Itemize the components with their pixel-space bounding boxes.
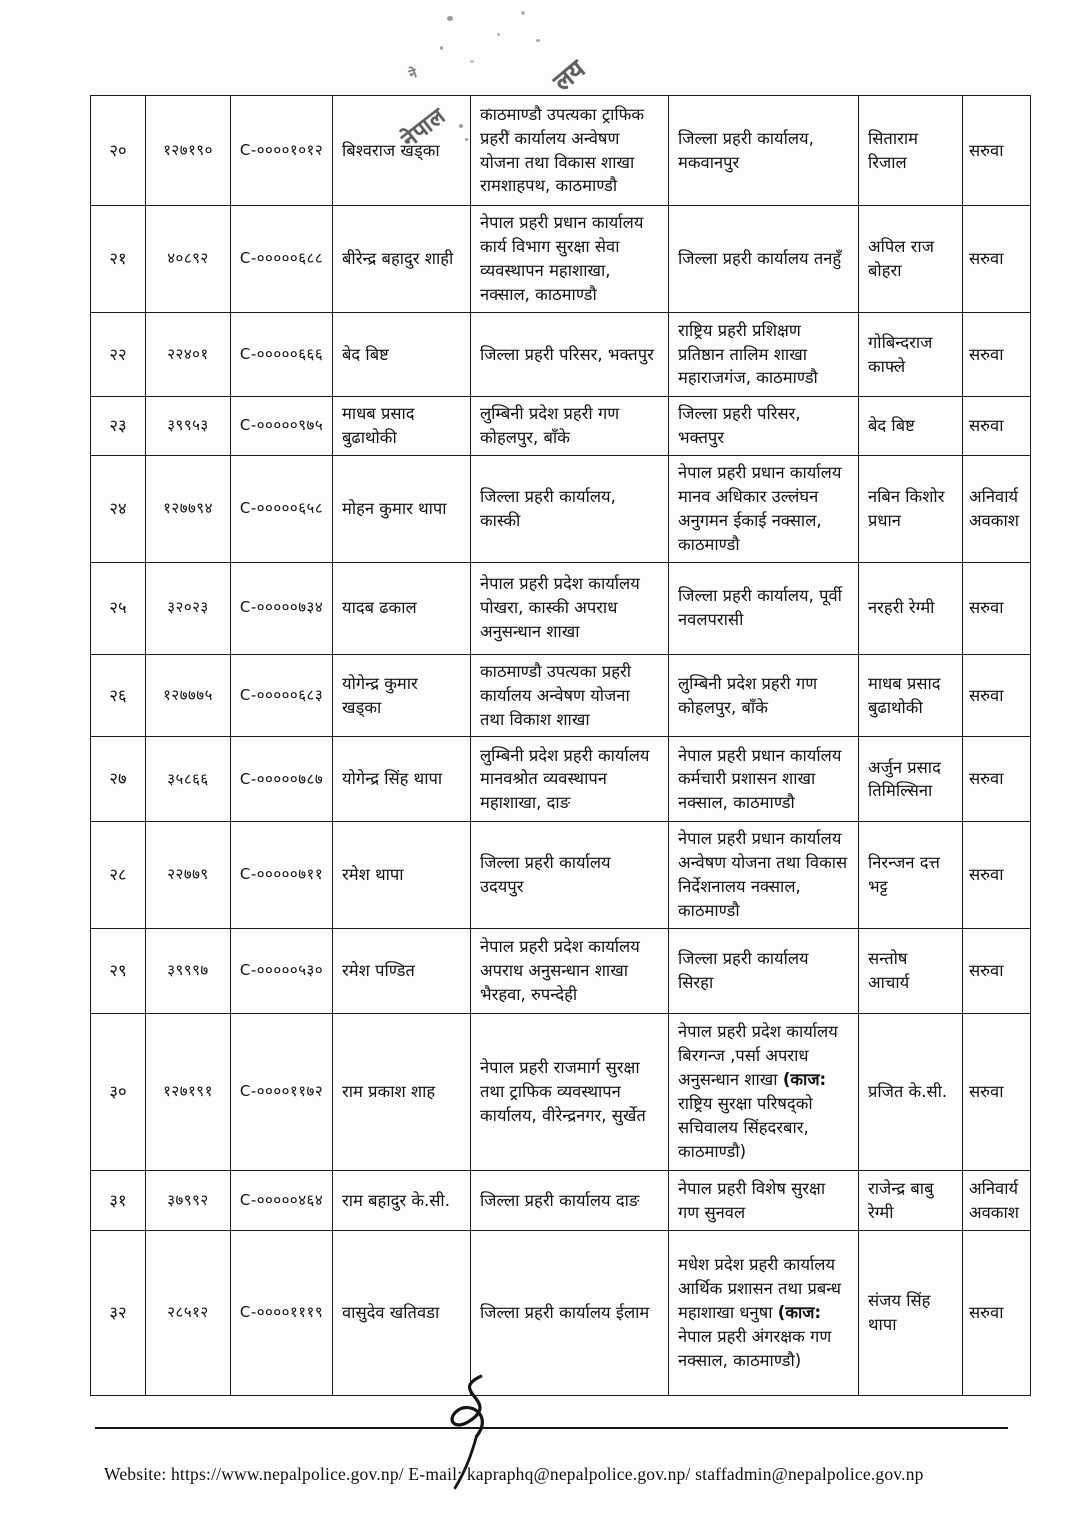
replacement-cell: निरन्जन दत्त भट्ट	[859, 822, 963, 929]
status-cell: सरुवा	[963, 1231, 1031, 1396]
name-cell: बिश्वराज खड्का	[333, 96, 471, 206]
code-cell: C-०००००४६४	[231, 1171, 333, 1231]
footer-contact-text: Website: https://www.nepalpolice.gov.np/ E-mail: kapraphq@nepalpolice.gov.np/ staffadmin@nepalpolice.gov.np	[104, 1464, 924, 1484]
status-cell: सरुवा	[963, 206, 1031, 313]
replacement-cell: संजय सिंह थापा	[859, 1231, 963, 1396]
sn-cell: ३२	[91, 1231, 146, 1396]
status-cell: सरुवा	[963, 654, 1031, 737]
from-office-cell: लुम्बिनी प्रदेश प्रहरी गण कोहलपुर, बाँके	[471, 397, 669, 456]
to-office-cell	[669, 1014, 859, 1171]
kaaj-note-label: (काज:	[782, 1070, 827, 1090]
status-cell: सरुवा	[963, 96, 1031, 206]
from-office-cell: नेपाल प्रहरी प्रधान कार्यालय कार्य विभाग सुरक्षा सेवा व्यवस्थापन महाशाखा, नक्साल, काठमाण्डौ	[471, 206, 669, 313]
replacement-cell: प्रजित के.सी.	[859, 1014, 963, 1171]
table-row	[91, 737, 1031, 822]
sn-cell: २८	[91, 822, 146, 929]
to-office-cell: जिल्ला प्रहरी कार्यालय सिरहा	[669, 929, 859, 1014]
code-cell: C-००००११७२	[231, 1014, 333, 1171]
status-cell: सरुवा	[963, 1014, 1031, 1171]
code-cell: C-०००००६६६	[231, 313, 333, 397]
stamp-fragment-small: ने	[407, 66, 419, 83]
status-cell: सरुवा	[963, 397, 1031, 456]
emp-no-cell: ४०८९२	[146, 206, 231, 313]
kaaj-note-text: नेपाल प्रहरी अंगरक्षक गण नक्साल, काठमाण्डौ)	[678, 1327, 832, 1371]
from-office-cell: नेपाल प्रहरी राजमार्ग सुरक्षा तथा ट्राफिक व्यवस्थापन कार्यालय, वीरेन्द्रनगर, सुर्खेत	[471, 1014, 669, 1171]
table-row	[91, 562, 1031, 654]
from-office-cell: नेपाल प्रहरी प्रदेश कार्यालय पोखरा, कास्की अपराध अनुसन्धान शाखा	[471, 562, 669, 654]
table-row	[91, 1171, 1031, 1231]
status-cell: सरुवा	[963, 737, 1031, 822]
emp-no-cell: २२७७९	[146, 822, 231, 929]
name-cell: बेद बिष्ट	[333, 313, 471, 397]
sn-cell: २१	[91, 206, 146, 313]
sn-cell: २५	[91, 562, 146, 654]
table-row	[91, 397, 1031, 456]
from-office-cell: जिल्ला प्रहरी कार्यालय दाङ	[471, 1171, 669, 1231]
emp-no-cell: ३९९९७	[146, 929, 231, 1014]
to-office-text: नेपाल प्रहरी प्रदेश कार्यालय बिरगन्ज ,पर्सा अपराध अनुसन्धान शाखा	[678, 1022, 838, 1090]
name-cell: योगेन्द्र कुमार खड्का	[333, 654, 471, 737]
to-office-cell: नेपाल प्रहरी प्रधान कार्यालय अन्वेषण योजना तथा विकास निर्देशनालय नक्साल, काठमाण्डौ	[669, 822, 859, 929]
from-office-cell: नेपाल प्रहरी प्रदेश कार्यालय अपराध अनुसन्धान शाखा भैरहवा, रुपन्देही	[471, 929, 669, 1014]
emp-no-cell: ३९९५३	[146, 397, 231, 456]
table-row	[91, 206, 1031, 313]
from-office-cell: काठमाण्डौ उपत्यका ट्राफिक प्रहरी कार्यालय अन्वेषण योजना तथा विकास शाखा रामशाहपथ, काठमाण्डौ	[471, 96, 669, 206]
code-cell: C-०००००६८३	[231, 654, 333, 737]
name-cell: रमेश पण्डित	[333, 929, 471, 1014]
replacement-cell: बेद बिष्ट	[859, 397, 963, 456]
ink-speckle	[521, 11, 525, 15]
table-row	[91, 1014, 1031, 1171]
to-office-cell: जिल्ला प्रहरी कार्यालय, मकवानपुर	[669, 96, 859, 206]
code-cell: C-०००००५३०	[231, 929, 333, 1014]
footer-divider	[95, 1427, 1008, 1429]
replacement-cell: नरहरी रेग्मी	[859, 562, 963, 654]
status-cell: अनिवार्य अवकाश	[963, 456, 1031, 563]
to-office-cell: नेपाल प्रहरी प्रधान कार्यालय मानव अधिकार उल्लंघन अनुगमन ईकाई नक्साल, काठमाण्डौ	[669, 456, 859, 563]
name-cell: रमेश थापा	[333, 822, 471, 929]
to-office-cell: राष्ट्रिय प्रहरी प्रशिक्षण प्रतिष्ठान तालिम शाखा महाराजगंज, काठमाण्डौ	[669, 313, 859, 397]
emp-no-cell: ३५८६६	[146, 737, 231, 822]
name-cell: राम बहादुर के.सी.	[333, 1171, 471, 1231]
to-office-cell: नेपाल प्रहरी विशेष सुरक्षा गण सुनवल	[669, 1171, 859, 1231]
table-row	[91, 456, 1031, 563]
from-office-cell: जिल्ला प्रहरी कार्यालय, कास्की	[471, 456, 669, 563]
to-office-cell	[669, 1231, 859, 1396]
code-cell: C-००००१११९	[231, 1231, 333, 1396]
ink-speckle	[447, 16, 453, 21]
to-office-cell: जिल्ला प्रहरी कार्यालय, पूर्वी नवलपरासी	[669, 562, 859, 654]
replacement-cell: नबिन किशोर प्रधान	[859, 456, 963, 563]
to-office-cell: जिल्ला प्रहरी परिसर, भक्तपुर	[669, 397, 859, 456]
ink-speckle	[536, 39, 540, 42]
ink-speckle	[497, 33, 500, 36]
sn-cell: २०	[91, 96, 146, 206]
police-transfer-table	[90, 95, 1031, 1396]
status-cell: सरुवा	[963, 929, 1031, 1014]
from-office-cell: लुम्बिनी प्रदेश प्रहरी कार्यालय मानवश्रोत व्यवस्थापन महाशाखा, दाङ	[471, 737, 669, 822]
emp-no-cell: १२७७९४	[146, 456, 231, 563]
from-office-cell: जिल्ला प्रहरी कार्यालय उदयपुर	[471, 822, 669, 929]
kaaj-note-label: (काज:	[777, 1303, 822, 1323]
from-office-cell: जिल्ला प्रहरी कार्यालय ईलाम	[471, 1231, 669, 1396]
name-cell: मोहन कुमार थापा	[333, 456, 471, 563]
stamp-fragment-nepal: नेपाल	[397, 103, 451, 153]
emp-no-cell: २२४०१	[146, 313, 231, 397]
sn-cell: २४	[91, 456, 146, 563]
emp-no-cell: ३७९९२	[146, 1171, 231, 1231]
sn-cell: २७	[91, 737, 146, 822]
sn-cell: ३१	[91, 1171, 146, 1231]
table-row	[91, 313, 1031, 397]
emp-no-cell: २८५१२	[146, 1231, 231, 1396]
status-cell: सरुवा	[963, 822, 1031, 929]
replacement-cell: सन्तोष आचार्य	[859, 929, 963, 1014]
code-cell: C-०००००७३४	[231, 562, 333, 654]
table-row	[91, 929, 1031, 1014]
status-cell: सरुवा	[963, 313, 1031, 397]
replacement-cell: राजेन्द्र बाबु रेग्मी	[859, 1171, 963, 1231]
emp-no-cell: १२७१९१	[146, 1014, 231, 1171]
sn-cell: ३०	[91, 1014, 146, 1171]
code-cell: C-०००००९७५	[231, 397, 333, 456]
stamp-fragment-office: लय	[547, 54, 591, 97]
sn-cell: २३	[91, 397, 146, 456]
ink-speckle	[470, 60, 474, 63]
name-cell: यादब ढकाल	[333, 562, 471, 654]
code-cell: C-००००१०१२	[231, 96, 333, 206]
name-cell: वासुदेव खतिवडा	[333, 1231, 471, 1396]
name-cell: बीरेन्द्र बहादुर शाही	[333, 206, 471, 313]
replacement-cell: गोबिन्दराज काफ्ले	[859, 313, 963, 397]
name-cell: योगेन्द्र सिंह थापा	[333, 737, 471, 822]
code-cell: C-०००००६८८	[231, 206, 333, 313]
table-row	[91, 1231, 1031, 1396]
name-cell: माधब प्रसाद बुढाथोकी	[333, 397, 471, 456]
status-cell: सरुवा	[963, 562, 1031, 654]
table-row	[91, 654, 1031, 737]
table-row	[91, 822, 1031, 929]
from-office-cell: जिल्ला प्रहरी परिसर, भक्तपुर	[471, 313, 669, 397]
to-office-cell: नेपाल प्रहरी प्रधान कार्यालय कर्मचारी प्रशासन शाखा नक्साल, काठमाण्डौ	[669, 737, 859, 822]
sn-cell: २९	[91, 929, 146, 1014]
replacement-cell: अर्जुन प्रसाद तिमिल्सिना	[859, 737, 963, 822]
to-office-text: मधेश प्रदेश प्रहरी कार्यालय आर्थिक प्रशासन तथा प्रबन्ध महाशाखा धनुषा	[678, 1255, 842, 1323]
to-office-cell: लुम्बिनी प्रदेश प्रहरी गण कोहलपुर, बाँके	[669, 654, 859, 737]
sn-cell: २६	[91, 654, 146, 737]
replacement-cell: सिताराम रिजाल	[859, 96, 963, 206]
code-cell: C-०००००७८७	[231, 737, 333, 822]
emp-no-cell: १२७१९०	[146, 96, 231, 206]
emp-no-cell: ३२०२३	[146, 562, 231, 654]
emp-no-cell: १२७७७५	[146, 654, 231, 737]
ink-speckle	[440, 46, 443, 50]
sn-cell: २२	[91, 313, 146, 397]
to-office-cell: जिल्ला प्रहरी कार्यालय तनहुँ	[669, 206, 859, 313]
code-cell: C-०००००६५८	[231, 456, 333, 563]
code-cell: C-०००००७११	[231, 822, 333, 929]
replacement-cell: अपिल राज बोहरा	[859, 206, 963, 313]
from-office-cell: काठमाण्डौ उपत्यका प्रहरी कार्यालय अन्वेषण योजना तथा विकाश शाखा	[471, 654, 669, 737]
name-cell: राम प्रकाश शाह	[333, 1014, 471, 1171]
transfer-table-body	[91, 96, 1031, 1396]
replacement-cell: माधब प्रसाद बुढाथोकी	[859, 654, 963, 737]
kaaj-note-text: राष्ट्रिय सुरक्षा परिषद्को सचिवालय सिंहदरबार, काठमाण्डौ)	[678, 1094, 813, 1161]
table-row	[91, 96, 1031, 206]
status-cell: अनिवार्य अवकाश	[963, 1171, 1031, 1231]
